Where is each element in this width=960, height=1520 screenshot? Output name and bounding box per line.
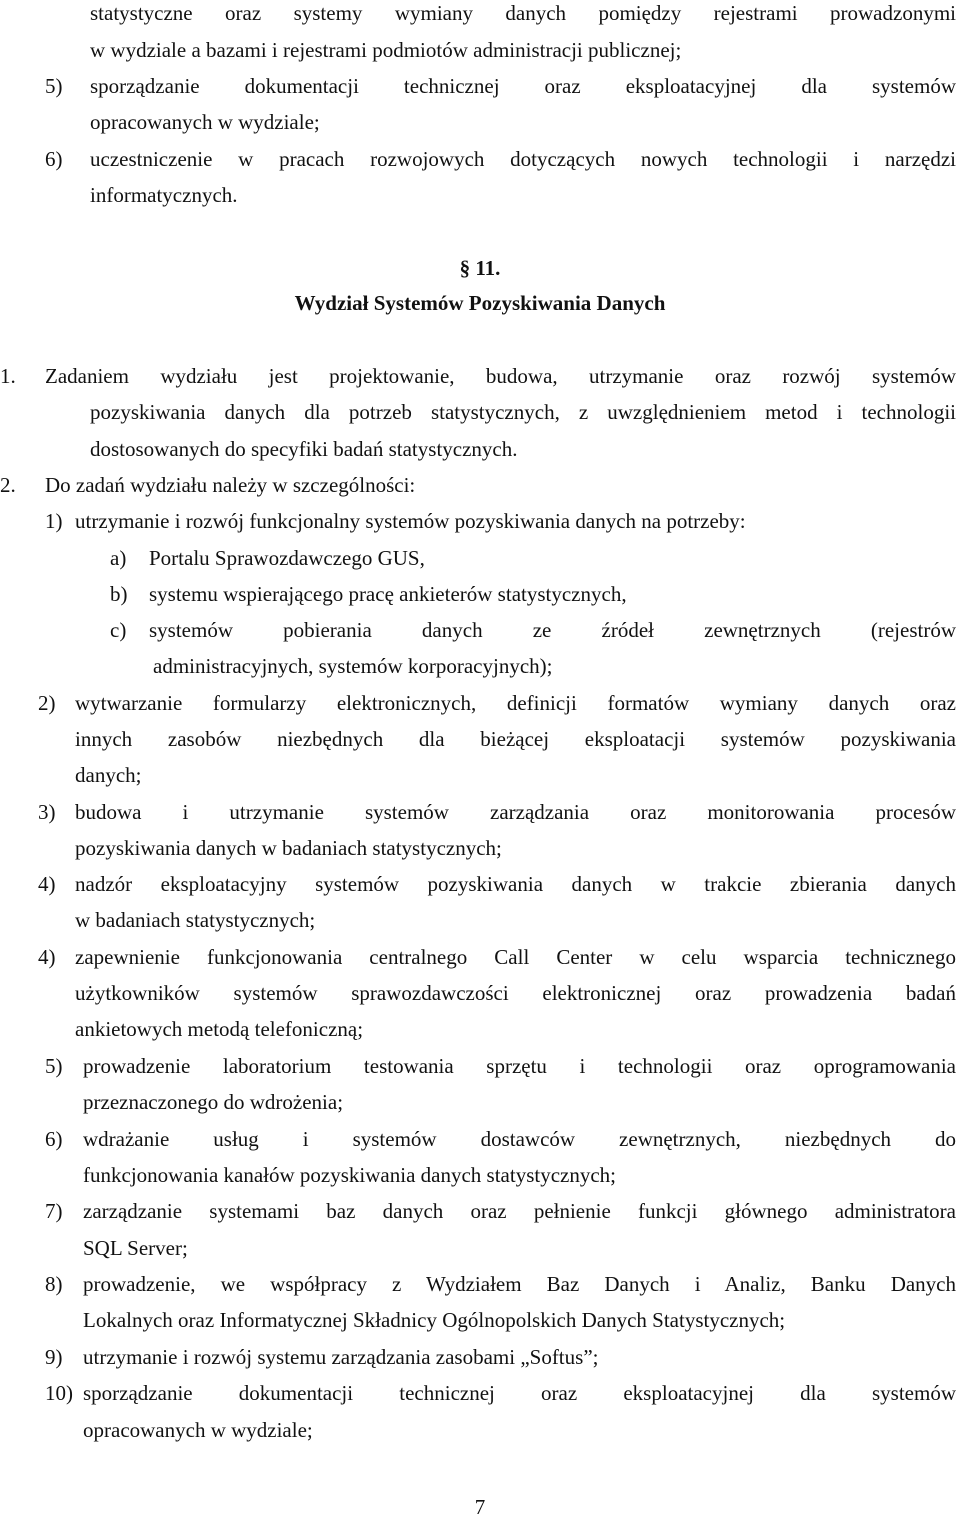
text-line bbox=[45, 472, 415, 498]
line-text: pozyskiwania danych dla potrzeb statystycznych, z uwzględnieniem metod i technologii bbox=[90, 400, 956, 424]
list-number: 9) bbox=[45, 1345, 63, 1369]
text-line bbox=[90, 436, 518, 462]
line-text: budowa i utrzymanie systemów zarządzania oraz monitorowania procesów bbox=[75, 800, 956, 824]
line-text: Zadaniem wydziału jest projektowanie, budowa, utrzymanie oraz rozwój systemów bbox=[45, 364, 956, 388]
list-number: 1) bbox=[45, 509, 63, 533]
sub-list-letter: a) bbox=[110, 546, 127, 570]
list-number: 5) bbox=[45, 74, 63, 98]
text-line bbox=[90, 399, 956, 425]
line-text: pozyskiwania danych w badaniach statystycznych; bbox=[75, 836, 502, 860]
text-line bbox=[83, 1126, 956, 1152]
sub-list-letter: c) bbox=[110, 618, 127, 642]
line-text: opracowanych w wydziale; bbox=[83, 1418, 313, 1442]
text-line bbox=[83, 1053, 956, 1079]
text-line bbox=[149, 617, 956, 643]
line-text: wytwarzanie formularzy elektronicznych, definicji formatów wymiany danych oraz bbox=[75, 691, 956, 715]
list-number: 4) bbox=[38, 945, 56, 969]
text-line bbox=[90, 73, 956, 99]
line-text: sporządzanie dokumentacji technicznej oraz eksploatacyjnej dla systemów bbox=[83, 1381, 956, 1405]
line-text: w wydziale a bazami i rejestrami podmiotów administracji publicznej; bbox=[90, 38, 682, 62]
line-text: statystyczne oraz systemy wymiany danych pomiędzy rejestrami prowadzonymi bbox=[90, 1, 956, 25]
text-line bbox=[83, 1380, 956, 1406]
line-text: Do zadań wydziału należy w szczególności: bbox=[45, 473, 416, 497]
list-number: 8) bbox=[45, 1272, 63, 1296]
text-line bbox=[83, 1344, 598, 1370]
list-number: 7) bbox=[45, 1199, 63, 1223]
line-text: administracyjnych, systemów korporacyjnych); bbox=[153, 654, 553, 678]
text-line bbox=[83, 1198, 956, 1224]
list-number: 6) bbox=[45, 1127, 63, 1151]
text-line bbox=[75, 944, 956, 970]
line-text: nadzór eksploatacyjny systemów pozyskiwania danych w trakcie zbierania danych bbox=[75, 872, 956, 896]
text-line bbox=[83, 1307, 785, 1333]
text-line bbox=[90, 146, 956, 172]
text-line bbox=[75, 726, 956, 752]
text-line bbox=[83, 1089, 343, 1115]
section-number: § 11. bbox=[459, 256, 501, 280]
line-text: zapewnienie funkcjonowania centralnego Call Center w celu wsparcia technicznego bbox=[75, 945, 956, 969]
line-text: prowadzenie laboratorium testowania sprzętu i technologii oraz oprogramowania bbox=[83, 1054, 956, 1078]
line-text: Lokalnych oraz Informatycznej Składnicy Ogólnopolskich Danych Statystycznych; bbox=[83, 1308, 786, 1332]
line-text: prowadzenie, we współpracy z Wydziałem Baz Danych i Analiz, Banku Danych bbox=[83, 1272, 956, 1296]
list-number: 3) bbox=[38, 800, 56, 824]
line-text: uczestniczenie w pracach rozwojowych dotyczących nowych technologii i narzędzi bbox=[90, 147, 956, 171]
line-text: utrzymanie i rozwój funkcjonalny systemów pozyskiwania danych na potrzeby: bbox=[75, 509, 746, 533]
line-text: sporządzanie dokumentacji technicznej oraz eksploatacyjnej dla systemów bbox=[90, 74, 956, 98]
line-text: Portalu Sprawozdawczego GUS, bbox=[149, 546, 425, 570]
list-number: 5) bbox=[45, 1054, 63, 1078]
line-text: systemu wspierającego pracę ankieterów statystycznych, bbox=[149, 582, 627, 606]
text-line bbox=[90, 0, 956, 26]
text-line bbox=[153, 653, 552, 679]
line-text: innych zasobów niezbędnych dla bieżącej eksploatacji systemów pozyskiwania bbox=[75, 727, 956, 751]
line-text: systemów pobierania danych ze źródeł zewnętrznych (rejestrów bbox=[149, 618, 956, 642]
line-text: utrzymanie i rozwój systemu zarządzania zasobami „Softus”; bbox=[83, 1345, 599, 1369]
paragraph-number: 2. bbox=[0, 473, 16, 497]
text-line bbox=[90, 182, 238, 208]
line-text: wdrażanie usług i systemów dostawców zewnętrznych, niezbędnych do bbox=[83, 1127, 956, 1151]
line-text: przeznaczonego do wdrożenia; bbox=[83, 1090, 344, 1114]
line-text: zarządzanie systemami baz danych oraz pełnienie funkcji głównego administratora bbox=[83, 1199, 956, 1223]
paragraph-number: 1. bbox=[0, 364, 16, 388]
text-line bbox=[75, 871, 956, 897]
line-text: dostosowanych do specyfiki badań statystycznych. bbox=[90, 437, 518, 461]
line-text: opracowanych w wydziale; bbox=[90, 110, 320, 134]
text-line bbox=[75, 1016, 363, 1042]
text-line bbox=[75, 907, 315, 933]
text-line bbox=[75, 980, 956, 1006]
line-text: funkcjonowania kanałów pozyskiwania danych statystycznych; bbox=[83, 1163, 617, 1187]
line-text: danych; bbox=[75, 763, 142, 787]
text-line bbox=[75, 799, 956, 825]
section-title: Wydział Systemów Pozyskiwania Danych bbox=[294, 291, 666, 315]
text-line bbox=[83, 1235, 188, 1261]
line-text: użytkowników systemów sprawozdawczości elektronicznej oraz prowadzenia badań bbox=[75, 981, 956, 1005]
text-line bbox=[45, 363, 956, 389]
sub-list-letter: b) bbox=[110, 582, 128, 606]
text-line bbox=[90, 109, 320, 135]
line-text: SQL Server; bbox=[83, 1236, 188, 1260]
text-line bbox=[90, 37, 681, 63]
text-line bbox=[75, 835, 502, 861]
text-line bbox=[83, 1162, 616, 1188]
text-line bbox=[75, 508, 746, 534]
text-line bbox=[149, 581, 627, 607]
line-text: ankietowych metodą telefoniczną; bbox=[75, 1017, 364, 1041]
text-line bbox=[83, 1271, 956, 1297]
list-number: 10) bbox=[45, 1381, 73, 1405]
text-line bbox=[75, 690, 956, 716]
text-line bbox=[75, 762, 141, 788]
page-number: 7 bbox=[474, 1495, 486, 1519]
text-line bbox=[149, 545, 425, 571]
text-line bbox=[83, 1417, 313, 1443]
line-text: informatycznych. bbox=[90, 183, 238, 207]
list-number: 4) bbox=[38, 872, 56, 896]
list-number: 6) bbox=[45, 147, 63, 171]
list-number: 2) bbox=[38, 691, 56, 715]
line-text: w badaniach statystycznych; bbox=[75, 908, 316, 932]
